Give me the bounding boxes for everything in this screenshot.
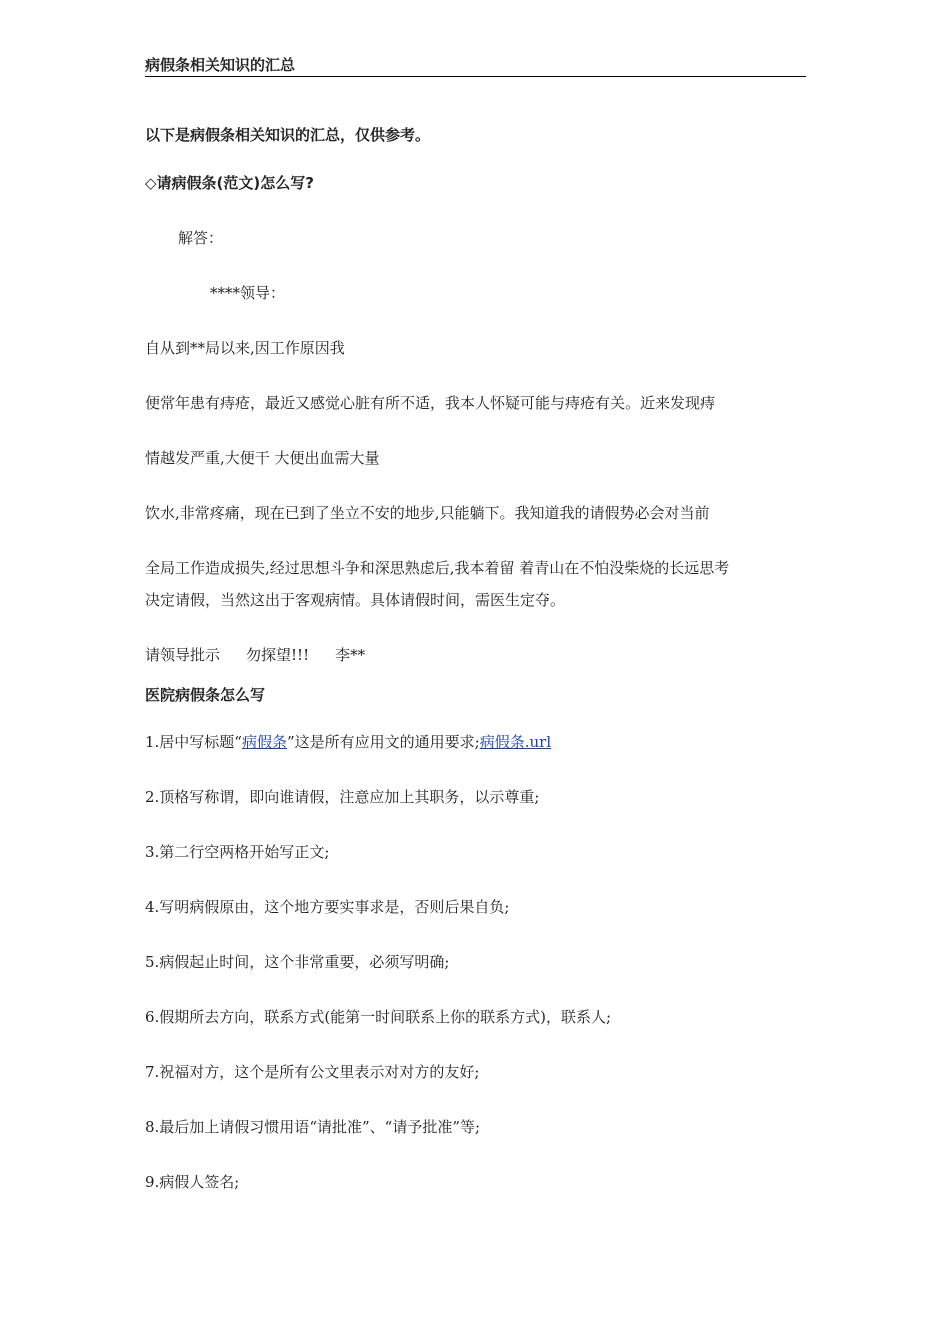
body-line: 便常年患有痔疮，最近又感觉心脏有所不适，我本人怀疑可能与痔疮有关。近来发现痔 [145,394,716,412]
list-item: 4.写明病假原由，这个地方要实事求是，否则后果自负; [145,898,510,916]
list-item: 7.祝福对方，这个是所有公文里表示对对方的友好; [145,1063,480,1081]
closing-request: 请领导批示 [145,646,221,664]
body-line: 决定请假，当然这出于客观病情。具体请假时间，需医生定夺。 [145,591,566,609]
list-item [145,731,810,753]
body-line: 全局工作造成损失,经过思想斗争和深思熟虑后,我本着留 着青山在不怕没柴烧的长远思考 [145,559,730,577]
section1-heading: ◇请病假条(范文)怎么写? [145,174,314,192]
intro-text: 以下是病假条相关知识的汇总，仅供参考。 [145,126,431,144]
item1-middle: ”这是所有应用文的通用要求; [287,733,480,751]
answer-label: 解答： [178,229,224,247]
section2-heading: 医院病假条怎么写 [145,686,266,704]
list-item: 8.最后加上请假习惯用语“请批准”、“请予批准”等; [145,1118,481,1136]
sick-note-link[interactable]: 病假条 [241,733,287,751]
item1-prefix: 1.居中写标题“ [145,733,242,751]
list-item: 2.顶格写称谓，即向谁请假，注意应加上其职务，以示尊重; [145,788,540,806]
closing-line [145,644,810,666]
body-line: 饮水,非常疼痛，现在已到了坐立不安的地步,只能躺下。我知道我的请假势必会对当前 [145,504,710,522]
sick-note-url-link[interactable]: 病假条.url [479,733,552,751]
list-item: 9.病假人签名; [145,1173,240,1191]
closing-no-visit: 勿探望!!! [246,646,310,664]
body-line: 自从到**局以来,因工作原因我 [145,339,345,357]
page-header: 病假条相关知识的汇总 [145,54,806,77]
salutation: ****领导： [210,284,286,302]
closing-signature: 李** [335,646,366,664]
list-item: 5.病假起止时间，这个非常重要，必须写明确; [145,953,450,971]
list-item: 3.第二行空两格开始写正文; [145,843,330,861]
list-item: 6.假期所去方向，联系方式(能第一时间联系上你的联系方式)，联系人; [145,1008,612,1026]
body-line: 情越发严重,大便干 大便出血需大量 [145,449,380,467]
